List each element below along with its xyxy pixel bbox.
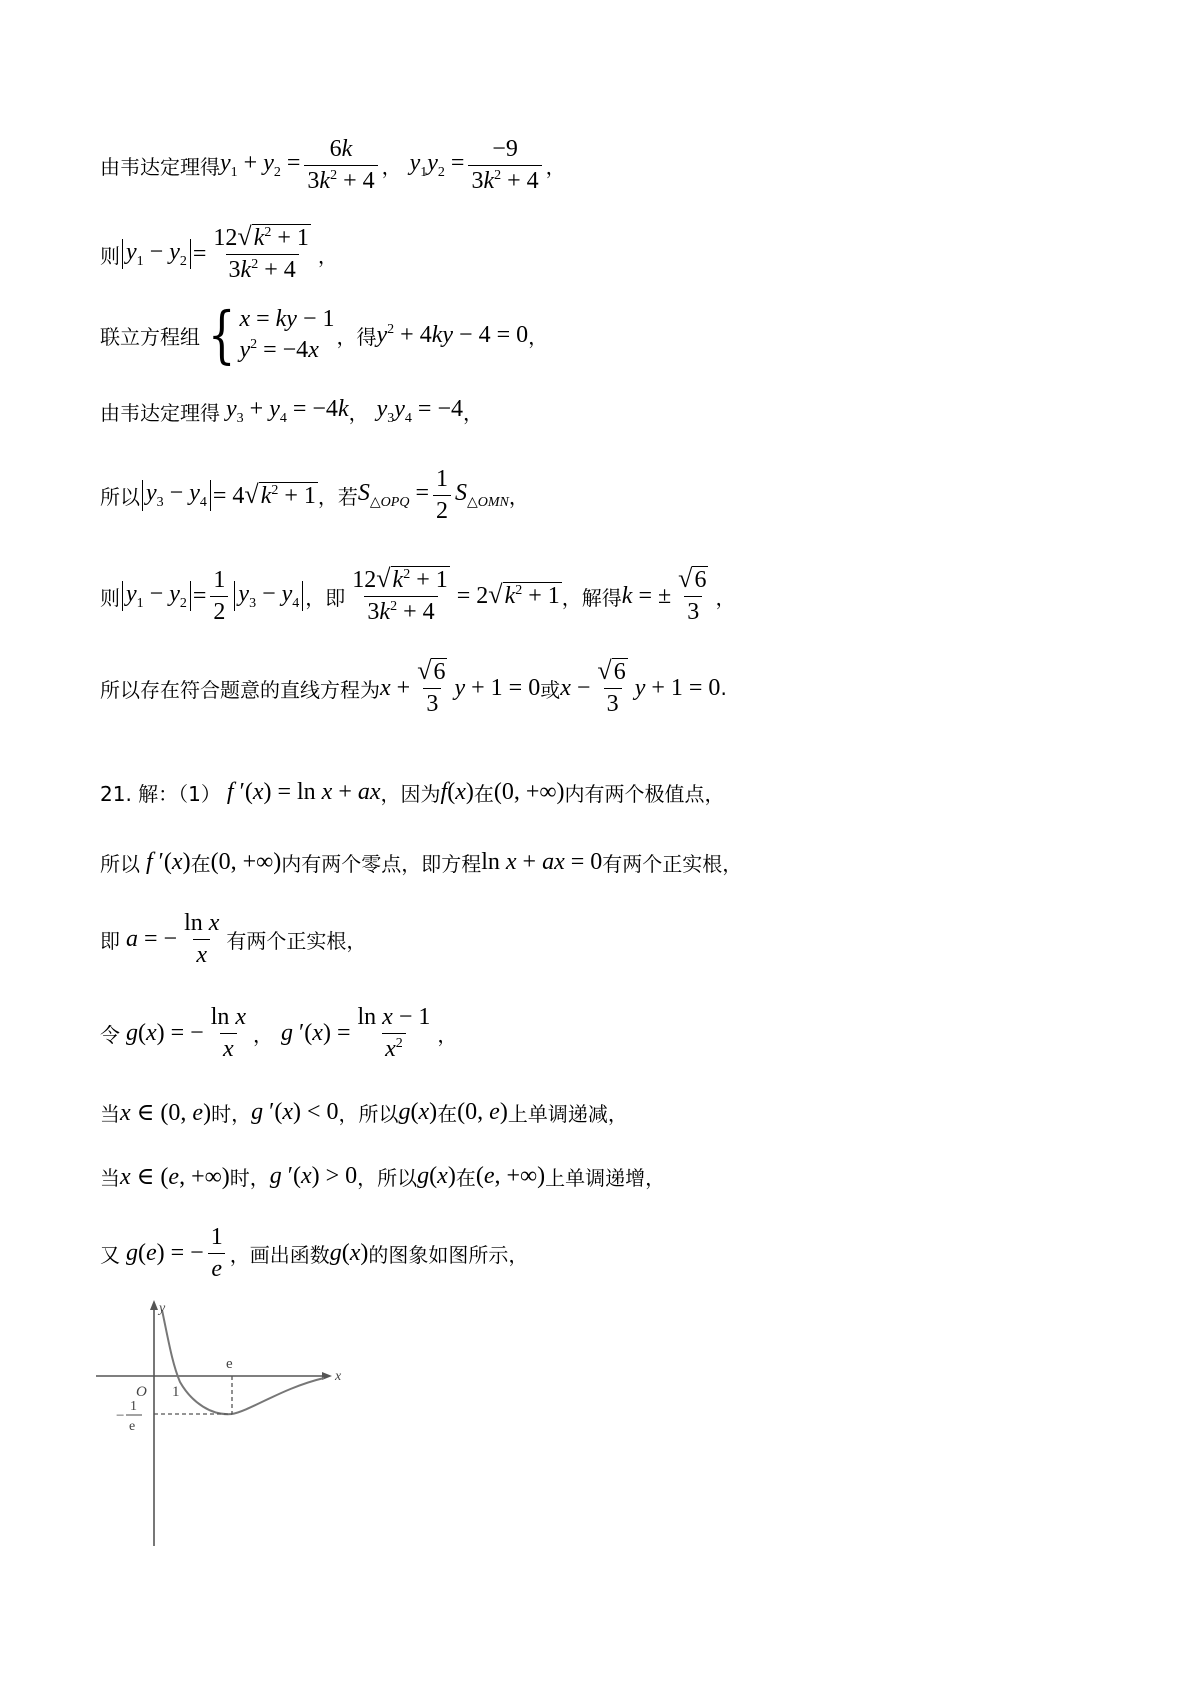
text: 上单调递减， bbox=[507, 1102, 628, 1126]
equation-system: { x = ky − 1 $y^2 = -4x$ bbox=[207, 298, 335, 372]
g-graph bbox=[92, 1298, 352, 1548]
formula: (e, +∞) bbox=[475, 1163, 546, 1189]
text: 又 bbox=[100, 1243, 120, 1267]
formula: f ′(x) bbox=[146, 849, 191, 875]
text: 即 bbox=[100, 929, 120, 953]
formula: $y_3 - y_4$ bbox=[234, 581, 303, 611]
text: ， bbox=[317, 243, 338, 268]
fraction: $\frac{1}{2}$ bbox=[210, 567, 228, 626]
text: 或 bbox=[540, 677, 561, 702]
text: 在 bbox=[437, 1102, 458, 1126]
text: ， bbox=[462, 400, 483, 425]
text: ， bbox=[715, 585, 736, 610]
line-abs-diff bbox=[100, 224, 338, 284]
text: ，得 bbox=[336, 324, 377, 349]
formula: a = − bbox=[126, 926, 178, 952]
text: ， bbox=[528, 324, 549, 349]
formula: $y_1y_2$ = bbox=[409, 150, 465, 180]
text: 由韦达定理得 bbox=[100, 400, 220, 425]
text: 的图象如图所示， bbox=[368, 1243, 529, 1267]
formula: (0, e) bbox=[457, 1099, 508, 1125]
line-system bbox=[100, 298, 549, 372]
line-decreasing bbox=[100, 1098, 628, 1127]
fraction: √ 6 3 bbox=[678, 564, 707, 625]
text: ，即 bbox=[305, 585, 346, 610]
line-conclusion bbox=[100, 658, 727, 718]
formula: $y_3 - y_4$ bbox=[142, 480, 211, 510]
fraction: √ 6 3 bbox=[597, 656, 626, 717]
formula: g(x) = − bbox=[126, 1020, 204, 1046]
text: 在 bbox=[473, 782, 494, 806]
line-vieta-2 bbox=[100, 396, 483, 427]
formula: x ∈ (e, +∞) bbox=[120, 1164, 230, 1190]
text: . bbox=[720, 676, 727, 700]
formula: g(x) bbox=[398, 1099, 438, 1125]
line-increasing bbox=[100, 1162, 665, 1191]
text: 所以 bbox=[100, 852, 140, 876]
text: 在 bbox=[455, 1166, 476, 1190]
text: 上单调递增， bbox=[545, 1166, 666, 1190]
text: 所以存在符合题意的直线方程为 bbox=[100, 677, 380, 702]
text: 在 bbox=[190, 852, 211, 876]
formula: = bbox=[192, 240, 207, 267]
question-number: 21. 解：（1） bbox=[100, 782, 221, 806]
formula: = 2 √ $k^2 + 1$ bbox=[456, 580, 560, 609]
fraction: $\frac{\text{ln x − 1}}{x^2}$ bbox=[357, 1004, 431, 1062]
formula: g(x) bbox=[329, 1240, 369, 1266]
formula: k = ± bbox=[621, 582, 672, 609]
text: ， bbox=[437, 1023, 458, 1047]
line-g-of-e bbox=[100, 1224, 528, 1283]
text: 令 bbox=[100, 1023, 120, 1047]
text: 当 bbox=[100, 1102, 120, 1126]
text: 时， bbox=[229, 1166, 270, 1190]
fraction: $\frac{-9}{3k^2 + 4}$ bbox=[468, 136, 541, 195]
formula: $S_{\triangle OPQ}$ = bbox=[357, 480, 429, 510]
curve-g bbox=[162, 1310, 324, 1414]
formula: $y_3 + y_4 = -4k$ bbox=[226, 396, 349, 426]
formula: ln x + ax = 0 bbox=[481, 849, 603, 875]
formula: $y_3y_4 = -4$ bbox=[376, 396, 463, 426]
text: 时， bbox=[211, 1102, 252, 1126]
formula: g ′(x) < 0 bbox=[251, 1099, 339, 1125]
text: 联立方程组 bbox=[100, 324, 200, 349]
fraction: $\frac{\text{ln x}}{x}$ bbox=[210, 1004, 247, 1062]
text: 所以 bbox=[100, 485, 140, 509]
formula: f(x) bbox=[440, 779, 474, 805]
text: ， bbox=[348, 400, 369, 425]
formula: $y_1 - y_2$ bbox=[122, 239, 191, 269]
fraction: 12 √ $k^2 + 1$ $3k^2 + 4$ bbox=[213, 222, 309, 283]
fraction: $\frac{1}{e}$ bbox=[208, 1224, 226, 1283]
text: ， bbox=[545, 155, 566, 179]
line-q21 bbox=[100, 778, 725, 807]
formula: x ∈ (0, e) bbox=[120, 1100, 212, 1126]
fraction: √ 6 3 bbox=[417, 656, 446, 717]
formula: $y^2 + 4ky - 4 = 0$ bbox=[376, 321, 529, 348]
min-sign: − bbox=[116, 1408, 125, 1424]
text: ，若 bbox=[317, 485, 358, 509]
text: ，画出函数 bbox=[229, 1243, 330, 1267]
text: 有两个正实根， bbox=[602, 852, 743, 876]
formula: = 4 √ $k^2 + 1$ bbox=[212, 479, 316, 509]
line-a-expr bbox=[100, 910, 366, 969]
line-solve-k bbox=[100, 566, 735, 626]
formula: $y_1 + y_2$ = bbox=[220, 150, 301, 180]
text: 则 bbox=[100, 585, 120, 610]
line-vieta-1 bbox=[100, 136, 566, 195]
formula: g(x) bbox=[417, 1163, 456, 1189]
line-area-condition bbox=[100, 466, 529, 525]
text: 有两个正实根， bbox=[226, 929, 367, 953]
formula: y + 1 = 0 bbox=[454, 674, 541, 701]
x-label: x bbox=[335, 1369, 342, 1384]
formula: g ′(x) = bbox=[281, 1020, 351, 1046]
text: 内有两个零点，即方程 bbox=[281, 852, 482, 876]
fraction: $\frac{\text{ln x}}{x}$ bbox=[184, 910, 220, 968]
formula: g(e) = − bbox=[126, 1240, 204, 1266]
formula: $S_{\triangle OMN}$ bbox=[455, 480, 509, 510]
text: ， bbox=[381, 155, 402, 179]
formula: $y_1 - y_2$ bbox=[122, 581, 191, 611]
fraction: 12 √ $k^2 + 1$ $3k^2 + 4$ bbox=[352, 564, 448, 625]
line-zeros bbox=[100, 848, 742, 877]
min-num: 1 bbox=[130, 1399, 137, 1414]
min-den: e bbox=[129, 1419, 136, 1434]
formula: g ′(x) > 0 bbox=[269, 1163, 358, 1189]
formula: = bbox=[192, 582, 207, 609]
fraction: $\frac{1}{2}$ bbox=[433, 466, 451, 525]
text: ，所以 bbox=[357, 1166, 418, 1190]
text: 由韦达定理得 bbox=[100, 155, 220, 179]
formula: y + 1 = 0 bbox=[634, 674, 721, 701]
text: 当 bbox=[100, 1166, 120, 1190]
text: ，因为 bbox=[380, 782, 441, 806]
text: ，解得 bbox=[561, 585, 622, 610]
text: ， bbox=[253, 1023, 274, 1047]
origin-label: O bbox=[136, 1384, 147, 1400]
fraction: $\frac{6k}{3k^2 + 4}$ bbox=[304, 136, 377, 195]
formula: x + bbox=[380, 674, 411, 701]
y-label: y bbox=[159, 1301, 166, 1316]
formula: (0, +∞) bbox=[493, 779, 565, 805]
text: 则 bbox=[100, 243, 120, 268]
line-g-def bbox=[100, 1004, 457, 1063]
tick-e: e bbox=[226, 1356, 233, 1372]
text: ， bbox=[508, 485, 529, 509]
formula: (0, +∞) bbox=[210, 849, 282, 875]
formula: x − bbox=[560, 674, 591, 701]
text: 内有两个极值点， bbox=[564, 782, 725, 806]
tick-one: 1 bbox=[172, 1384, 180, 1400]
text: ，所以 bbox=[338, 1102, 399, 1126]
y-axis-arrow-icon bbox=[150, 1300, 158, 1310]
formula: f ′(x) = ln x + ax bbox=[226, 779, 381, 805]
